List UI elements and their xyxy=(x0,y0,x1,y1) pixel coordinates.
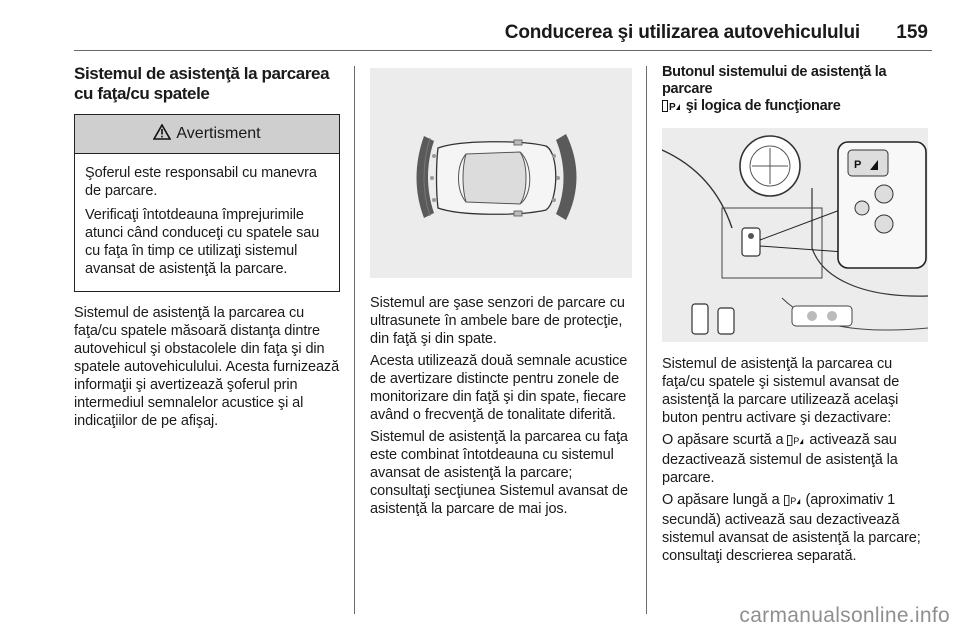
body-paragraph xyxy=(662,491,928,565)
body-paragraph: Sistemul de asistenţă la parcarea cu faţa/cu spatele măsoară distanţa dintre autovehicul şi obstacolele din faţa şi din spatele autovehiculului. Acesta furnizează informaţii şi avertizează şoferul prin intermediul semnalelor acustice şi al indicaţiilor de pe afişaj. xyxy=(74,305,340,429)
watermark: carmanualsonline.info xyxy=(739,604,950,627)
parking-assist-icon xyxy=(787,433,805,451)
parking-assist-icon xyxy=(662,100,682,117)
column-3 xyxy=(662,64,928,569)
svg-text:P: P xyxy=(854,159,862,171)
column-2 xyxy=(370,64,632,522)
text-fragment: (aproximativ 1 secundă) activează sau dezactivează sistemul avansat de asistenţă la parcare; consultaţi descrierea separată. xyxy=(662,492,921,564)
section-title-button xyxy=(662,64,928,117)
column-divider-1 xyxy=(354,66,355,614)
parking-assist-icon xyxy=(784,493,802,511)
header-rule xyxy=(74,50,932,51)
column-divider-2 xyxy=(646,66,647,614)
body-paragraph: Acesta utilizează două semnale acustice de avertizare distincte pentru zonele de monitorizare din faţă şi din spate, fiecare având o frecvenţă de tonalitate diferită. xyxy=(370,353,628,423)
column-1 xyxy=(74,64,340,434)
text-fragment: O apăsare lungă a xyxy=(662,492,780,508)
warning-label: Avertisment xyxy=(176,125,261,142)
section-title-line-1: Butonul sistemului de asistenţă la parcare xyxy=(662,64,887,97)
body-paragraph: Sistemul de asistenţă la parcarea cu faţa este combinat întotdeauna cu sistemul avansat de asistenţă la parcare; consultaţi secţiunea Sistemul avansat de asistenţă la parcare de mai jos. xyxy=(370,429,628,517)
section-title-parking-assist: Sistemul de asistenţă la parcarea cu faţa/cu spatele xyxy=(74,64,330,103)
body-paragraph xyxy=(662,431,928,487)
page-number: 159 xyxy=(896,22,928,43)
page-header-title: Conducerea şi utilizarea autovehiculului xyxy=(504,22,860,43)
warning-text-1: Şoferul este responsabil cu manevra de parcare. xyxy=(85,165,317,199)
warning-text-2: Verificaţi întotdeauna împrejurimile atunci când conduceţi cu spatele sau cu faţa în timp ce utilizaţi sistemul avansat de asistenţă la parcare. xyxy=(85,207,320,277)
body-paragraph: Sistemul are şase senzori de parcare cu ultrasunete în ambele bare de protecţie, din faţă şi din spate. xyxy=(370,295,625,347)
warning-triangle-icon xyxy=(153,124,171,145)
text-fragment: activează sau dezactivează sistemul de asistenţă la parcare. xyxy=(662,432,898,486)
warning-box xyxy=(74,114,340,292)
warning-body xyxy=(75,154,339,291)
section-title-line-2: şi logica de funcţionare xyxy=(685,98,841,114)
dashboard-button-figure xyxy=(662,128,928,342)
warning-header xyxy=(75,115,339,154)
text-fragment: O apăsare scurtă a xyxy=(662,432,784,448)
svg-text:P: P xyxy=(669,102,676,112)
svg-text:P: P xyxy=(793,436,800,446)
sensor-zones-figure xyxy=(370,68,632,278)
body-paragraph: Sistemul de asistenţă la parcarea cu faţa/cu spatele şi sistemul avansat de asistenţă la parcare utilizează acelaşi buton pentru activare şi dezactivare: xyxy=(662,356,900,426)
svg-text:P: P xyxy=(789,496,796,506)
